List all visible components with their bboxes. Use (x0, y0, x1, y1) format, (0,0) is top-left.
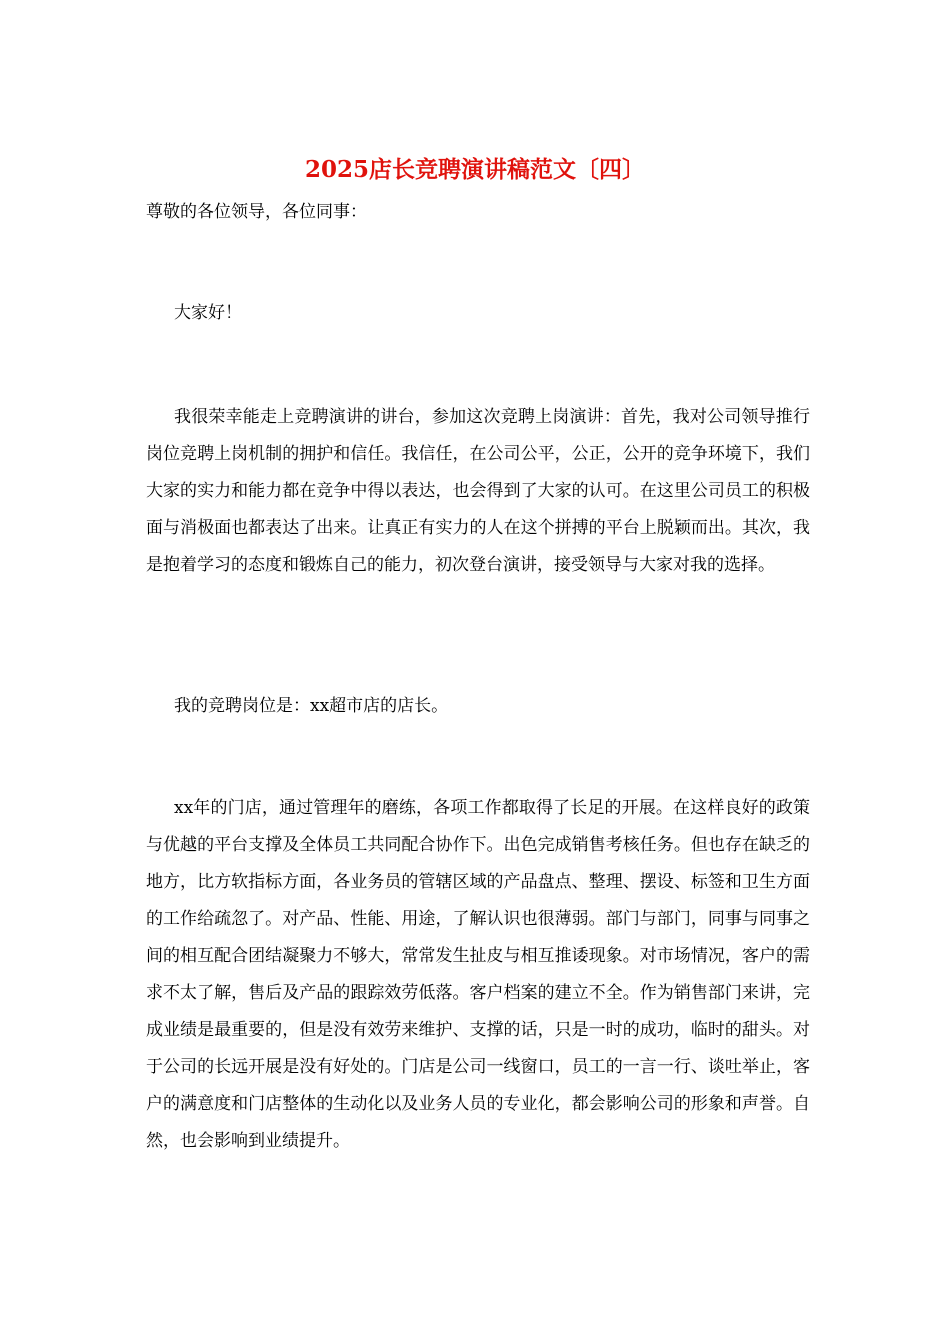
paragraph-introduction: 我很荣幸能走上竞聘演讲的讲台，参加这次竞聘上岗演讲：首先，我对公司领导推行岗位竞聘上岗机制的拥护和信任。我信任，在公司公平，公正，公开的竞争环境下，我们大家的实力和能力都在竞争中得以表达，也会得到了大家的认可。在这里公司员工的积极面与消极面也都表达了出来。让真正有实力的人在这个拼搏的平台上脱颖而出。其次，我是抱着学习的态度和锻炼自己的能力，初次登台演讲，接受领导与大家对我的选择。 (146, 407, 810, 575)
paragraph-store-review: xx年的门店，通过管理年的磨练，各项工作都取得了长足的开展。在这样良好的政策与优越的平台支撑及全体员工共同配合协作下。出色完成销售考核任务。但也存在缺乏的地方，比方软指标方面，各业务员的管辖区域的产品盘点、整理、摆设、标签和卫生方面的工作给疏忽了。对产品、性能、用途，了解认识也很薄弱。部门与部门，同事与同事之间的相互配合团结凝聚力不够大，常常发生扯皮与相互推诿现象。对市场情况，客户的需求不太了解，售后及产品的跟踪效劳低落。客户档案的建立不全。作为销售部门来讲，完成业绩是最重要的，但是没有效劳来维护、支撑的话，只是一时的成功，临时的甜头。对于公司的长远开展是没有好处的。门店是公司一线窗口，员工的一言一行、谈吐举止，客户的满意度和门店整体的生动化以及业务人员的专业化，都会影响公司的形象和声誉。自然，也会影响到业绩提升。 (146, 798, 810, 1151)
paragraph-position: 我的竞聘岗位是：xx超市店的店长。 (174, 696, 449, 716)
greeting-line: 尊敬的各位领导，各位同事： (146, 202, 367, 222)
paragraph-hello: 大家好！ (174, 303, 242, 323)
document-title: 2025店长竞聘演讲稿范文〔四〕 (304, 156, 645, 183)
